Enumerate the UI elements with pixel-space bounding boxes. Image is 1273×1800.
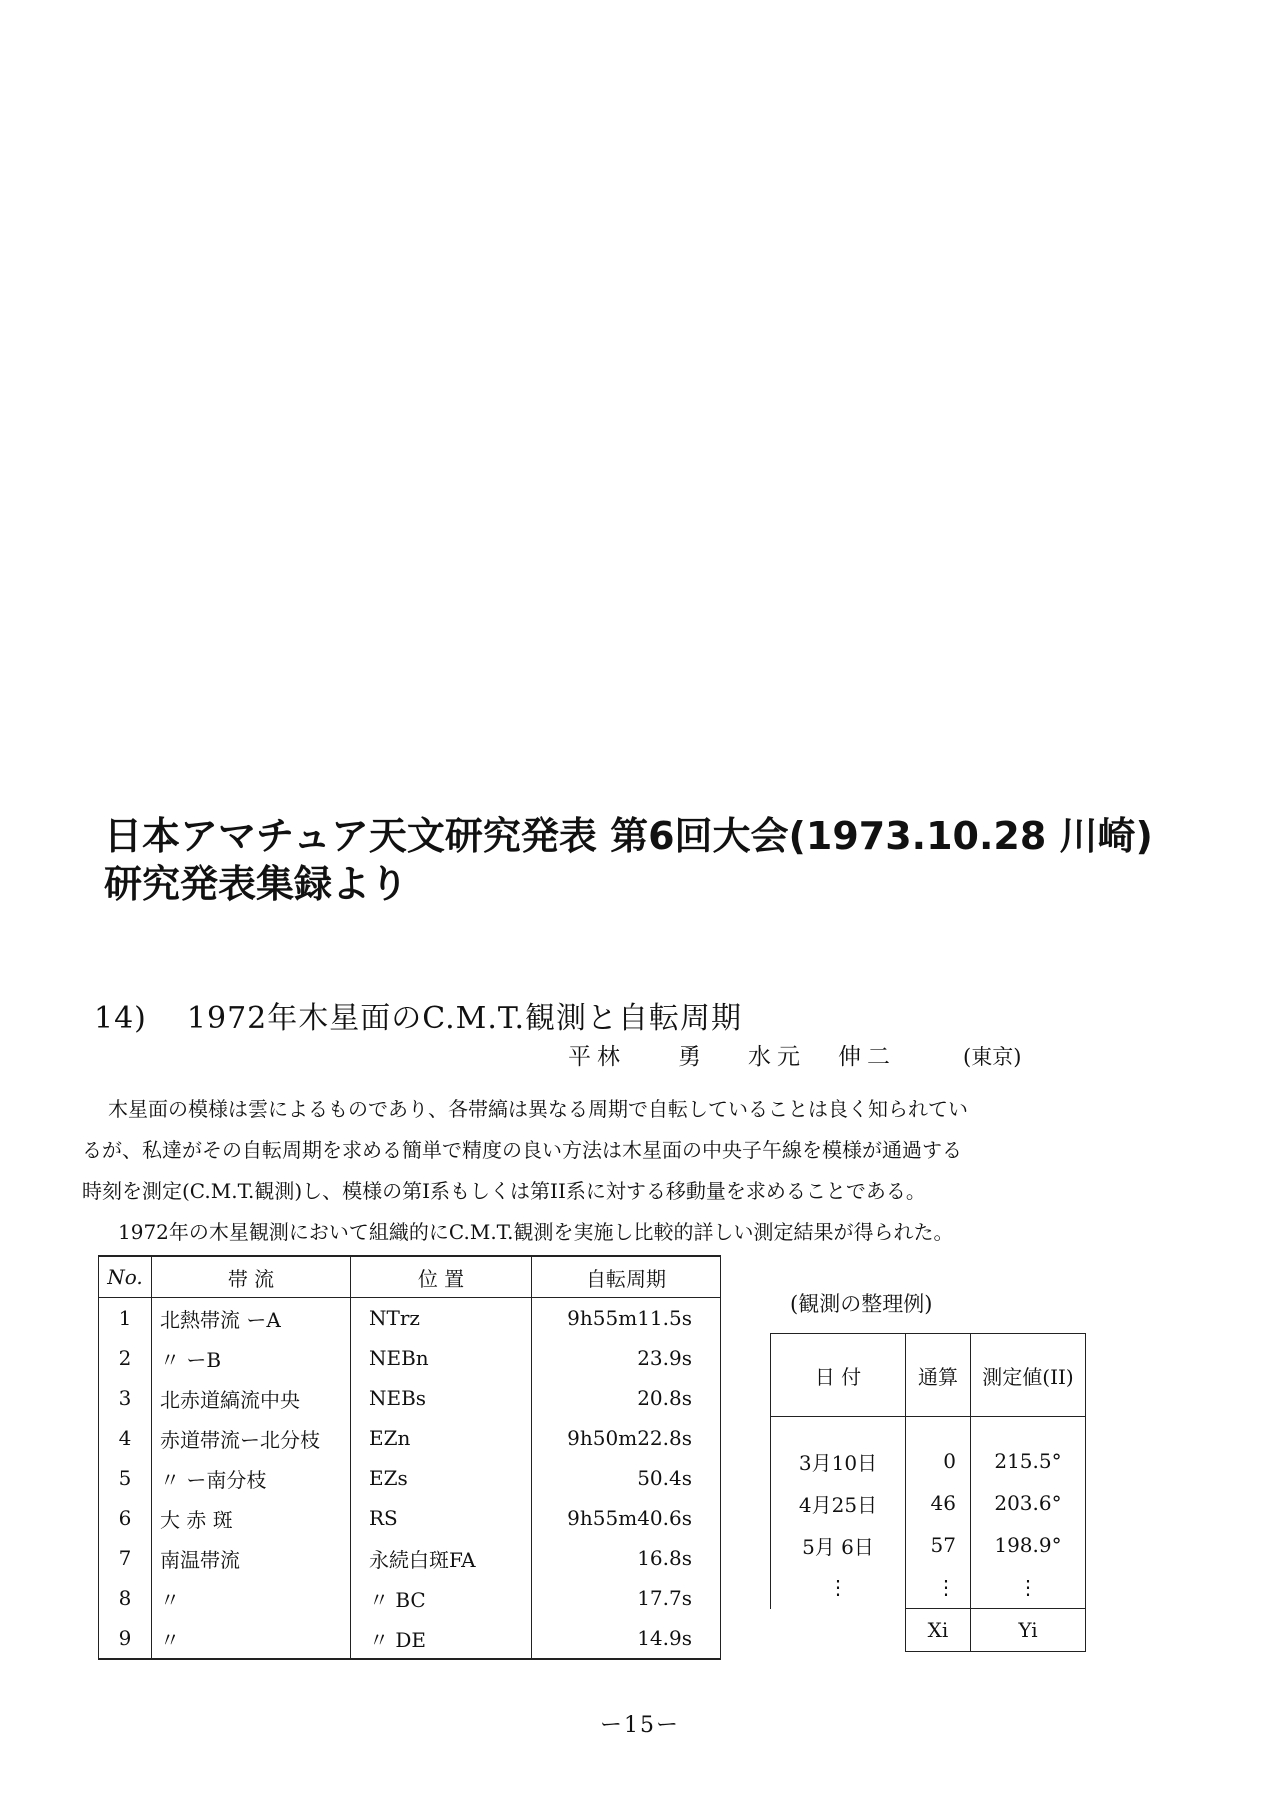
side-row-measured: 203.6° <box>971 1482 1086 1524</box>
row-current: 〃 <box>152 1618 351 1659</box>
row-number: 1 <box>99 1298 152 1339</box>
paragraph-line-3: 時刻を測定(C.M.T.観測)し、模様の第I系もしくは第II系に対する移動量を求めることである。 <box>82 1179 926 1203</box>
author-2-surname: 水元 <box>748 1044 806 1070</box>
paragraph-line-1: 木星面の模様は雲によるものであり、各帯縞は異なる周期で自転していることは良く知られてい <box>108 1097 968 1121</box>
table-row <box>99 1498 721 1538</box>
row-number: 5 <box>99 1458 152 1498</box>
side-table-row <box>771 1482 1086 1524</box>
row-number: 2 <box>99 1338 152 1378</box>
side-row-date: 3月10日 <box>771 1417 906 1483</box>
side-header-measured: 測定値(II) <box>971 1334 1086 1417</box>
row-period: 20.8s <box>532 1378 721 1418</box>
row-number: 7 <box>99 1538 152 1578</box>
header-period: 自転周期 <box>532 1256 721 1298</box>
table-row <box>99 1298 721 1339</box>
table-row <box>99 1418 721 1458</box>
row-number: 9 <box>99 1618 152 1659</box>
side-row-measured: 198.9° <box>971 1524 1086 1566</box>
row-position: RS <box>351 1498 532 1538</box>
row-current: 赤道帯流ー北分枝 <box>152 1418 351 1458</box>
row-period: 17.7s <box>532 1578 721 1618</box>
side-table-row <box>771 1524 1086 1566</box>
header-no: No. <box>99 1256 152 1298</box>
header-line-2: 研究発表集録より <box>104 862 409 906</box>
side-row-total: 57 <box>906 1524 971 1566</box>
side-table-caption: (観測の整理例) <box>790 1292 933 1316</box>
row-current: 北赤道縞流中央 <box>152 1378 351 1418</box>
page-number: ー15ー <box>600 1713 680 1738</box>
author-1-surname: 平林 <box>568 1044 626 1070</box>
row-position: 〃 DE <box>351 1618 532 1659</box>
row-position: NTrz <box>351 1298 532 1339</box>
author-1-given: 勇 <box>678 1044 701 1070</box>
side-row-total: ⋮ <box>906 1566 971 1609</box>
observation-example-table <box>770 1333 1086 1652</box>
side-footer-row <box>771 1609 1086 1652</box>
side-row-total: 0 <box>906 1417 971 1483</box>
row-current: 大 赤 斑 <box>152 1498 351 1538</box>
side-row-measured: ⋮ <box>971 1566 1086 1609</box>
author-affiliation: (東京) <box>963 1045 1022 1069</box>
side-row-date: 4月25日 <box>771 1482 906 1524</box>
row-period: 14.9s <box>532 1618 721 1659</box>
row-current: 〃 ー南分枝 <box>152 1458 351 1498</box>
table-row <box>99 1538 721 1578</box>
row-current: 北熱帯流 ーA <box>152 1298 351 1339</box>
side-footer-blank <box>771 1609 906 1652</box>
side-table-row <box>771 1566 1086 1609</box>
table-header-row <box>99 1256 721 1298</box>
row-number: 3 <box>99 1378 152 1418</box>
paragraph-line-2: るが、私達がその自転周期を求める簡単で精度の良い方法は木星面の中央子午線を模様が通過する <box>82 1138 962 1162</box>
row-period: 9h55m11.5s <box>532 1298 721 1339</box>
row-current: 南温帯流 <box>152 1538 351 1578</box>
side-row-date: 5月 6日 <box>771 1524 906 1566</box>
row-position: EZn <box>351 1418 532 1458</box>
row-period: 9h55m40.6s <box>532 1498 721 1538</box>
side-footer-yi: Yi <box>971 1609 1086 1652</box>
row-period: 9h50m22.8s <box>532 1418 721 1458</box>
rotation-period-table <box>98 1255 721 1660</box>
side-table-row <box>771 1417 1086 1483</box>
row-position: NEBn <box>351 1338 532 1378</box>
header-position: 位 置 <box>351 1256 532 1298</box>
header-current: 帯 流 <box>152 1256 351 1298</box>
row-number: 8 <box>99 1578 152 1618</box>
row-position: 〃 BC <box>351 1578 532 1618</box>
row-period: 50.4s <box>532 1458 721 1498</box>
table-row <box>99 1378 721 1418</box>
table-row <box>99 1458 721 1498</box>
row-current: 〃 ーB <box>152 1338 351 1378</box>
row-position: EZs <box>351 1458 532 1498</box>
side-row-total: 46 <box>906 1482 971 1524</box>
side-header-total: 通算 <box>906 1334 971 1417</box>
row-position: NEBs <box>351 1378 532 1418</box>
row-period: 16.8s <box>532 1538 721 1578</box>
side-header-row <box>771 1334 1086 1417</box>
header-line-1: 日本アマチュア天文研究発表 第6回大会(1973.10.28 川崎) <box>104 814 1153 858</box>
table-row <box>99 1338 721 1378</box>
document-header <box>104 812 1153 908</box>
row-number: 6 <box>99 1498 152 1538</box>
author-2-given: 伸二 <box>838 1044 896 1070</box>
table-row <box>99 1618 721 1659</box>
row-position: 永続白斑FA <box>351 1538 532 1578</box>
side-header-date: 日 付 <box>771 1334 906 1417</box>
authors <box>568 1038 1021 1071</box>
article-number: 14) <box>94 1001 147 1036</box>
paragraph-line-4: 1972年の木星観測において組織的にC.M.T.観測を実施し比較的詳しい測定結果が得られた。 <box>118 1220 954 1244</box>
row-number: 4 <box>99 1418 152 1458</box>
side-footer-xi: Xi <box>906 1609 971 1652</box>
row-period: 23.9s <box>532 1338 721 1378</box>
table-row <box>99 1578 721 1618</box>
row-current: 〃 <box>152 1578 351 1618</box>
side-row-measured: 215.5° <box>971 1417 1086 1483</box>
side-row-date: ⋮ <box>771 1566 906 1609</box>
article-title-text: 1972年木星面のC.M.T.観測と自転周期 <box>186 1001 743 1036</box>
article-title <box>94 993 742 1037</box>
